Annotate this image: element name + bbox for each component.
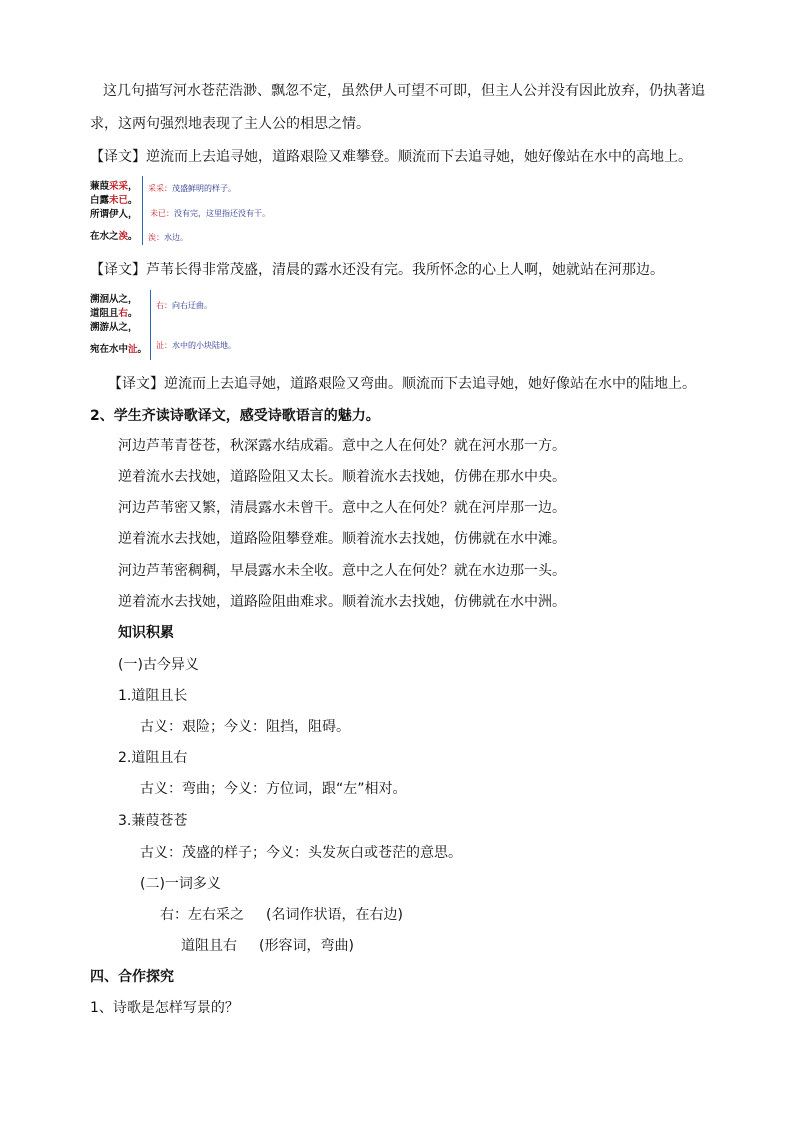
knowledge-item-text: 古义：弯曲；今义：方位词，跟“左”相对。 <box>140 781 407 797</box>
poem-line: 逆着流水去找她，道路险阻又太长。顺着流水去找她，仿佛在那水中央。 <box>118 469 566 485</box>
card2-note-1: 右：向右迂曲。 <box>156 301 212 310</box>
knowledge-item-text: 古义：艰险；今义：阻挡，阻碍。 <box>140 719 350 735</box>
knowledge-item-title: 3.蒹葭苍苍 <box>118 813 188 829</box>
card1-line-4: 在水之涘。 <box>90 231 138 242</box>
intro-line-2: 求，这两句强烈地表现了主人公的相思之情。 <box>90 116 370 132</box>
card1-note-3: 涘：水边。 <box>148 233 188 242</box>
knowledge-item-text: 古义：茂盛的样子；今义：头发灰白或苍茫的意思。 <box>140 845 462 861</box>
section-4-heading: 四、合作探究 <box>90 969 174 985</box>
card1-line-2: 白露未已。 <box>90 195 138 206</box>
poem-line: 河边芦苇密又繁，清晨露水未曾干。意中之人在何处？就在河岸那一边。 <box>118 500 566 516</box>
poem-line: 逆着流水去找她，道路险阻攀登难。顺着流水去找她，仿佛就在水中滩。 <box>118 531 566 547</box>
poem-line: 河边芦苇青苍苍，秋深露水结成霜。意中之人在何处？就在河水那一方。 <box>118 438 566 454</box>
card1-note-2: 未已：没有完，这里指还没有干。 <box>150 209 270 218</box>
card2-line-4: 宛在水中沚。 <box>90 344 148 355</box>
translation-3: 【译文】逆流而上去追寻她，道路艰险又弯曲。顺流而下去追寻她，她好像站在水中的陆地上。 <box>108 376 696 392</box>
card2-line-2: 道阻且右。 <box>90 308 138 319</box>
annotation-card-1 <box>90 176 270 245</box>
card2-line-3: 溯游从之， <box>90 322 138 333</box>
translation-1: 【译文】逆流而上去追寻她，道路艰险又难攀登。顺流而下去追寻她，她好像站在水中的高地上。 <box>90 149 692 165</box>
knowledge-subheading-1: (一)古今异义 <box>118 657 199 673</box>
card2-line-1: 溯洄从之， <box>90 294 138 305</box>
knowledge-item-title: 2.道阻且右 <box>118 750 188 766</box>
knowledge-subheading-2: (二)一词多义 <box>140 876 221 892</box>
card1-line-1: 蒹葭采采， <box>90 181 138 192</box>
card1-note-1: 采采：茂盛鲜明的样子。 <box>148 184 236 193</box>
card1-line-3: 所谓伊人， <box>90 209 138 220</box>
knowledge-item-title: 1.道阻且长 <box>118 688 188 704</box>
translation-2: 【译文】芦苇长得非常茂盛，清晨的露水还没有完。我所怀念的心上人啊，她就站在河那边。 <box>90 262 664 278</box>
section-2-heading: 2、学生齐读诗歌译文，感受诗歌语言的魅力。 <box>90 408 380 424</box>
poem-line: 河边芦苇密稠稠，早晨露水未全收。意中之人在何处？就在水边那一头。 <box>118 563 566 579</box>
intro-line-1: 这几句描写河水苍茫浩渺、飘忽不定，虽然伊人可望不可即，但主人公并没有因此放弃，仍执著追 <box>103 83 705 99</box>
polysemy-line-2: 道阻且右 (形容词，弯曲) <box>181 938 354 954</box>
card2-note-2: 沚：水中的小块陆地。 <box>156 341 236 350</box>
poem-line: 逆着流水去找她，道路险阻曲难求。顺着流水去找她，仿佛就在水中洲。 <box>118 594 566 610</box>
polysemy-line-1: 右：左右采之 (名词作状语，在右边) <box>160 907 403 923</box>
annotation-card-2 <box>90 290 260 360</box>
section-4-question-1: 1、诗歌是怎样写景的？ <box>90 1000 239 1016</box>
knowledge-heading: 知识积累 <box>118 625 174 641</box>
